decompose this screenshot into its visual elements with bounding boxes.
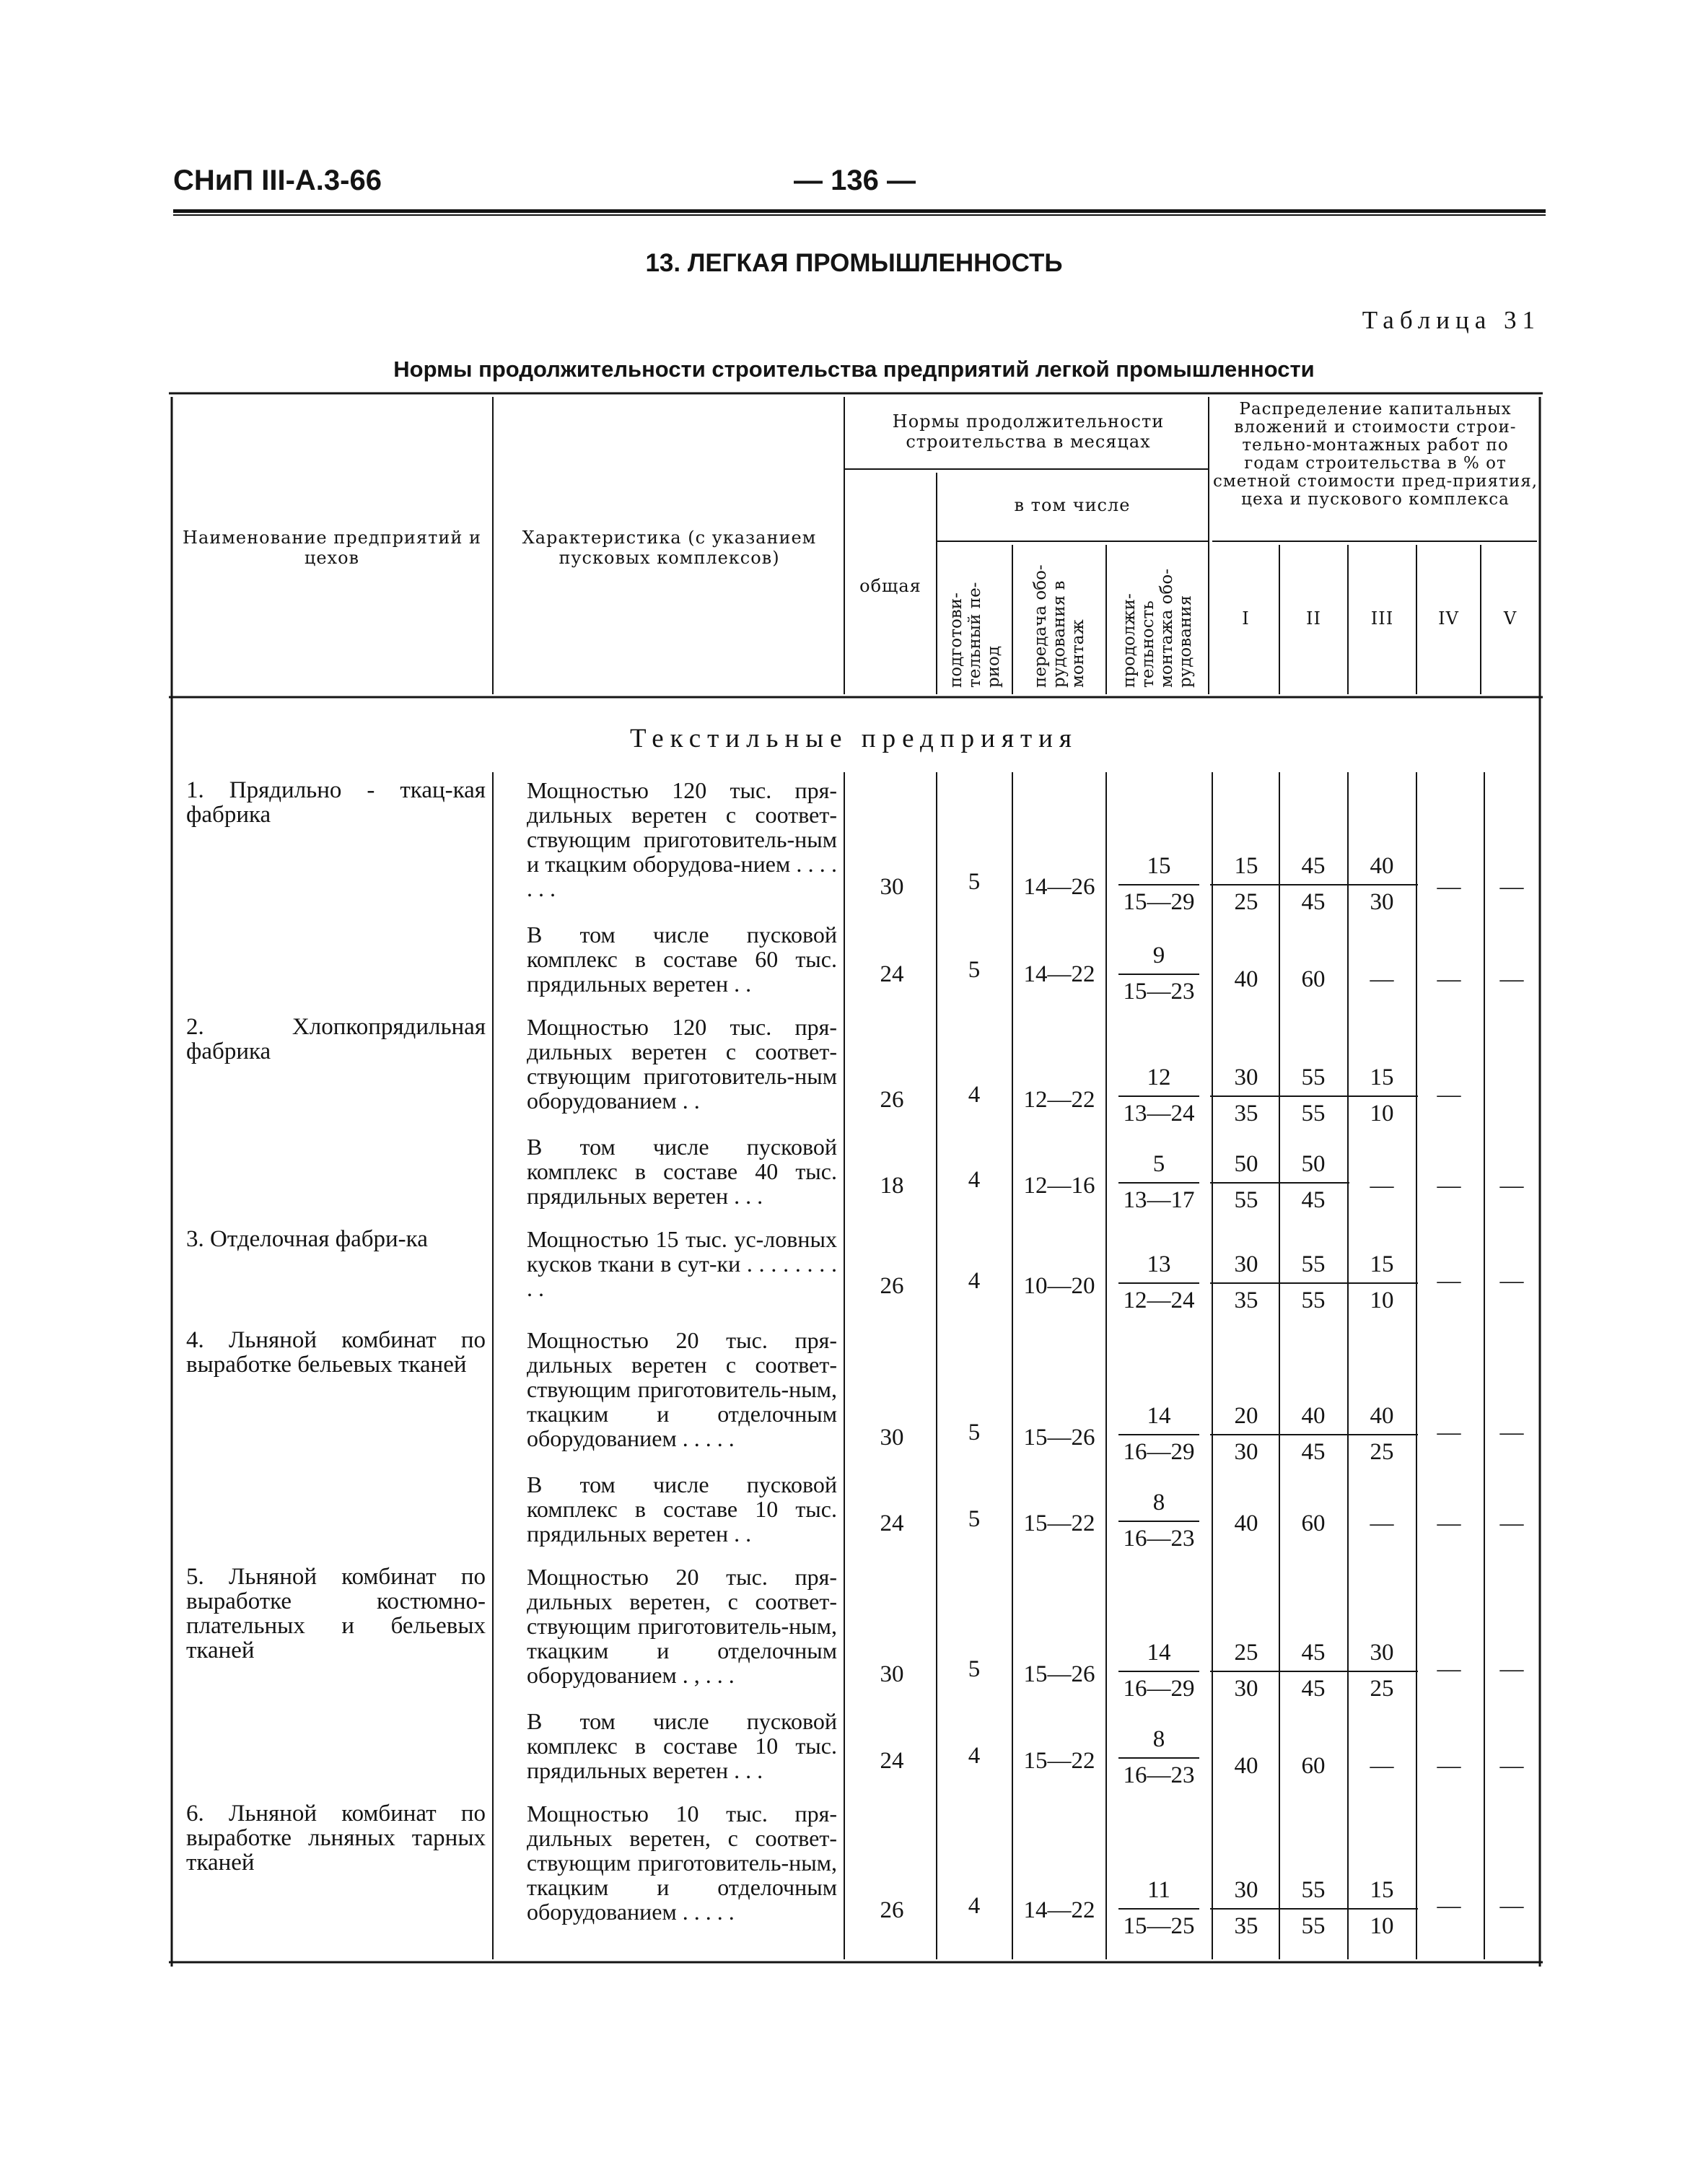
row-mounting bbox=[1108, 1065, 1209, 1126]
row-year-5: — bbox=[1499, 1656, 1524, 1682]
fraction-bottom: 45 bbox=[1277, 884, 1349, 914]
fraction-bottom: 45 bbox=[1277, 1671, 1349, 1701]
row-characteristic: Мощностью 120 тыс. пря-дильных веретен с соответ-ствующим приготовитель-ным оборудованием . . bbox=[527, 1014, 837, 1114]
row-total: 26 bbox=[880, 1897, 904, 1923]
fraction-bottom: 16—29 bbox=[1118, 1671, 1199, 1701]
fraction-bottom: 10 bbox=[1346, 1095, 1418, 1126]
row-name: 1. Прядильно - ткац-кая фабрика bbox=[186, 777, 486, 828]
fraction-bottom: 15—25 bbox=[1118, 1908, 1199, 1938]
section-title: 13. ЛЕГКАЯ ПРОМЫШЛЕННОСТЬ bbox=[645, 249, 1063, 277]
row-transfer: 15—22 bbox=[1023, 1510, 1095, 1536]
row-year-1: 40 bbox=[1234, 1753, 1258, 1779]
column-header-year-1: I bbox=[1242, 608, 1250, 629]
column-header-year-3: III bbox=[1370, 608, 1394, 629]
row-year-4: — bbox=[1437, 1510, 1461, 1536]
column-header-characteristic: Характеристика (с указанием пусковых комплексов) bbox=[522, 528, 817, 568]
fraction-bottom: 30 bbox=[1346, 884, 1418, 914]
fraction-top: 30 bbox=[1234, 1251, 1258, 1277]
row-year-4: — bbox=[1437, 1268, 1461, 1294]
fraction-bottom: 10 bbox=[1346, 1908, 1418, 1938]
row-transfer: 15—22 bbox=[1023, 1748, 1095, 1774]
row-year-5: — bbox=[1499, 1268, 1524, 1294]
fraction-top: 55 bbox=[1301, 1877, 1326, 1903]
fraction-top: 25 bbox=[1234, 1640, 1258, 1666]
fraction-bottom: 25 bbox=[1346, 1434, 1418, 1464]
row-prep: 5 bbox=[968, 1656, 981, 1682]
row-transfer: 14—22 bbox=[1023, 961, 1095, 987]
fraction-top: 55 bbox=[1301, 1064, 1326, 1090]
row-mounting bbox=[1108, 854, 1209, 914]
row-year-2: 60 bbox=[1301, 1510, 1326, 1536]
group-title: Текстильные предприятия bbox=[630, 724, 1078, 753]
fraction-bottom: 45 bbox=[1277, 1434, 1349, 1464]
row-prep: 4 bbox=[968, 1082, 981, 1108]
row-year-5: — bbox=[1499, 1753, 1524, 1779]
fraction-bottom: 45 bbox=[1277, 1182, 1349, 1212]
row-year-5: — bbox=[1499, 1173, 1524, 1199]
fraction-bottom: 16—23 bbox=[1118, 1521, 1199, 1551]
row-total: 26 bbox=[880, 1087, 904, 1113]
column-header-distribution-group: Распределение капитальных вложений и стоимости строи-тельно-монтажных работ по годам строительства в % от сметной стоимости пред-приятия, цеха и пускового комплекса bbox=[1212, 400, 1538, 509]
document-code: СНиП III-А.3-66 bbox=[173, 165, 382, 196]
row-mounting bbox=[1108, 1152, 1209, 1212]
fraction-top: 15 bbox=[1234, 853, 1258, 879]
fraction-bottom: 16—29 bbox=[1118, 1434, 1199, 1464]
row-year-3: — bbox=[1370, 1753, 1394, 1779]
fraction-top: 14 bbox=[1147, 1640, 1171, 1666]
fraction-bottom: 10 bbox=[1346, 1282, 1418, 1313]
column-header-year-5: V bbox=[1503, 608, 1518, 629]
row-characteristic: Мощностью 20 тыс. пря-дильных веретен, с соответ-ствующим приготовитель-ным, ткацким и отделочным оборудованием . , . . . bbox=[527, 1564, 837, 1688]
row-year-4: — bbox=[1437, 1082, 1461, 1108]
row-year-3: — bbox=[1370, 1173, 1394, 1199]
row-characteristic: В том числе пусковой комплекс в составе 40 тыс. прядильных веретен . . . bbox=[527, 1134, 837, 1209]
row-prep: 4 bbox=[968, 1167, 981, 1193]
row-total: 24 bbox=[880, 1510, 904, 1536]
column-header-year-2: II bbox=[1306, 608, 1321, 629]
row-characteristic: Мощностью 10 тыс. пря-дильных веретен, с соответ-ствующим приготовитель-ным, ткацким и отделочным оборудованием . . . . . bbox=[527, 1801, 837, 1925]
fraction-bottom: 30 bbox=[1210, 1434, 1282, 1464]
row-year-3: — bbox=[1370, 1510, 1394, 1536]
row-year-4: — bbox=[1437, 1420, 1461, 1445]
fraction-bottom: 13—17 bbox=[1118, 1182, 1199, 1212]
fraction-top: 30 bbox=[1234, 1877, 1258, 1903]
row-year-2: 60 bbox=[1301, 966, 1326, 992]
fraction-top: 30 bbox=[1370, 1640, 1394, 1666]
fraction-top: 14 bbox=[1147, 1403, 1171, 1429]
fraction-top: 5 bbox=[1152, 1151, 1165, 1177]
table-label: Таблица 31 bbox=[1362, 306, 1541, 334]
column-header-total: общая bbox=[859, 576, 921, 596]
row-name: 6. Льняной комбинат по выработке льняных тарных тканей bbox=[186, 1801, 486, 1876]
row-characteristic: Мощностью 120 тыс. пря-дильных веретен с соответ-ствующим приготовитель-ным и ткацким оборудова-нием . . . . . . . bbox=[527, 777, 837, 901]
table-title: Нормы продолжительности строительства предприятий легкой промышленности bbox=[393, 357, 1315, 382]
row-mounting bbox=[1108, 943, 1209, 1004]
fraction-top: 15 bbox=[1370, 1251, 1394, 1277]
row-transfer: 15—26 bbox=[1023, 1661, 1095, 1687]
fraction-top: 11 bbox=[1147, 1877, 1170, 1903]
row-year-5: — bbox=[1499, 1893, 1524, 1919]
row-mounting bbox=[1108, 1640, 1209, 1701]
fraction-bottom: 55 bbox=[1277, 1282, 1349, 1313]
column-header-prep-label: подготови-тельный пе-риод bbox=[947, 582, 1003, 688]
row-year-4: — bbox=[1437, 966, 1461, 992]
fraction-top: 40 bbox=[1301, 1403, 1326, 1429]
fraction-top: 15 bbox=[1147, 853, 1171, 879]
fraction-bottom: 16—23 bbox=[1118, 1757, 1199, 1788]
row-total: 18 bbox=[880, 1173, 904, 1199]
row-characteristic: Мощностью 15 тыс. ус-ловных кусков ткани в сут-ки . . . . . . . . . . bbox=[527, 1226, 837, 1301]
fraction-bottom: 13—24 bbox=[1118, 1095, 1199, 1126]
row-transfer: 14—26 bbox=[1023, 874, 1095, 900]
row-mounting bbox=[1108, 1727, 1209, 1788]
fraction-top: 12 bbox=[1147, 1064, 1171, 1090]
row-characteristic: В том числе пусковой комплекс в составе 60 тыс. прядильных веретен . . bbox=[527, 922, 837, 997]
row-year-2: 60 bbox=[1301, 1753, 1326, 1779]
fraction-top: 50 bbox=[1301, 1151, 1326, 1177]
row-total: 24 bbox=[880, 961, 904, 987]
row-mounting bbox=[1108, 1404, 1209, 1464]
fraction-bottom: 55 bbox=[1277, 1095, 1349, 1126]
fraction-top: 15 bbox=[1370, 1064, 1394, 1090]
column-header-name: Наименование предприятий и цехов bbox=[183, 528, 481, 568]
row-year-1: 40 bbox=[1234, 1510, 1258, 1536]
column-header-mounting-label: продолжи-тельность монтажа обо-рудования bbox=[1120, 569, 1195, 688]
fraction-bottom: 35 bbox=[1210, 1282, 1282, 1313]
row-year-5: — bbox=[1499, 1510, 1524, 1536]
fraction-top: 45 bbox=[1301, 1640, 1326, 1666]
row-characteristic: В том числе пусковой комплекс в составе 10 тыс. прядильных веретен . . bbox=[527, 1471, 837, 1547]
column-header-year-4: IV bbox=[1438, 608, 1459, 629]
row-mounting bbox=[1108, 1878, 1209, 1938]
row-prep: 4 bbox=[968, 1893, 981, 1919]
row-name: 2. Хлопкопрядильная фабрика bbox=[186, 1014, 486, 1064]
row-name: 4. Льняной комбинат по выработке бельевых тканей bbox=[186, 1327, 486, 1378]
row-total: 24 bbox=[880, 1748, 904, 1774]
fraction-bottom: 25 bbox=[1210, 884, 1282, 914]
row-prep: 5 bbox=[968, 957, 981, 983]
row-total: 30 bbox=[880, 874, 904, 900]
fraction-bottom: 15—29 bbox=[1118, 884, 1199, 914]
fraction-bottom: 30 bbox=[1210, 1671, 1282, 1701]
column-header-transfer-label: передача обо-рудования в монтаж bbox=[1031, 564, 1087, 688]
row-transfer: 12—22 bbox=[1023, 1087, 1095, 1113]
row-total: 30 bbox=[880, 1661, 904, 1687]
row-year-3: — bbox=[1370, 966, 1394, 992]
fraction-top: 45 bbox=[1301, 853, 1326, 879]
row-year-4: — bbox=[1437, 1893, 1461, 1919]
row-transfer: 12—16 bbox=[1023, 1173, 1095, 1199]
row-year-5: — bbox=[1499, 966, 1524, 992]
column-header-including: в том числе bbox=[1014, 495, 1131, 515]
row-prep: 4 bbox=[968, 1743, 981, 1769]
fraction-top: 8 bbox=[1152, 1726, 1165, 1752]
row-characteristic: Мощностью 20 тыс. пря-дильных веретен с соответ-ствующим приготовитель-ным, ткацким и отделочным оборудованием . . . . . bbox=[527, 1327, 837, 1451]
row-transfer: 14—22 bbox=[1023, 1897, 1095, 1923]
fraction-bottom: 15—23 bbox=[1118, 974, 1199, 1004]
row-total: 30 bbox=[880, 1425, 904, 1451]
row-year-5: — bbox=[1499, 1420, 1524, 1445]
row-year-4: — bbox=[1437, 1656, 1461, 1682]
fraction-top: 40 bbox=[1370, 1403, 1394, 1429]
row-year-5: — bbox=[1499, 874, 1524, 900]
fraction-bottom: 12—24 bbox=[1118, 1282, 1199, 1313]
row-year-4: — bbox=[1437, 874, 1461, 900]
row-year-1: 40 bbox=[1234, 966, 1258, 992]
row-transfer: 15—26 bbox=[1023, 1425, 1095, 1451]
fraction-top: 30 bbox=[1234, 1064, 1258, 1090]
page-number: — 136 — bbox=[794, 165, 916, 196]
row-total: 26 bbox=[880, 1273, 904, 1299]
row-characteristic: В том числе пусковой комплекс в составе 10 тыс. прядильных веретен . . . bbox=[527, 1708, 837, 1783]
fraction-top: 40 bbox=[1370, 853, 1394, 879]
fraction-top: 20 bbox=[1234, 1403, 1258, 1429]
fraction-top: 13 bbox=[1147, 1251, 1171, 1277]
fraction-top: 50 bbox=[1234, 1151, 1258, 1177]
row-prep: 5 bbox=[968, 869, 981, 895]
row-year-4: — bbox=[1437, 1173, 1461, 1199]
fraction-top: 8 bbox=[1152, 1490, 1165, 1516]
row-transfer: 10—20 bbox=[1023, 1273, 1095, 1299]
fraction-top: 9 bbox=[1152, 942, 1165, 968]
fraction-top: 55 bbox=[1301, 1251, 1326, 1277]
row-mounting bbox=[1108, 1252, 1209, 1313]
row-prep: 4 bbox=[968, 1268, 981, 1294]
row-year-4: — bbox=[1437, 1753, 1461, 1779]
column-header-norms-group: Нормы продолжительности строительства в месяцах bbox=[892, 411, 1165, 452]
fraction-bottom: 55 bbox=[1210, 1182, 1282, 1212]
row-name: 5. Льняной комбинат по выработке костюмно-плательных и бельевых тканей bbox=[186, 1564, 486, 1663]
fraction-bottom: 55 bbox=[1277, 1908, 1349, 1938]
fraction-bottom: 35 bbox=[1210, 1908, 1282, 1938]
fraction-top: 15 bbox=[1370, 1877, 1394, 1903]
row-name: 3. Отделочная фабри-ка bbox=[186, 1226, 428, 1252]
row-prep: 5 bbox=[968, 1420, 981, 1445]
fraction-bottom: 35 bbox=[1210, 1095, 1282, 1126]
row-mounting bbox=[1108, 1490, 1209, 1551]
fraction-bottom: 25 bbox=[1346, 1671, 1418, 1701]
row-prep: 5 bbox=[968, 1506, 981, 1532]
